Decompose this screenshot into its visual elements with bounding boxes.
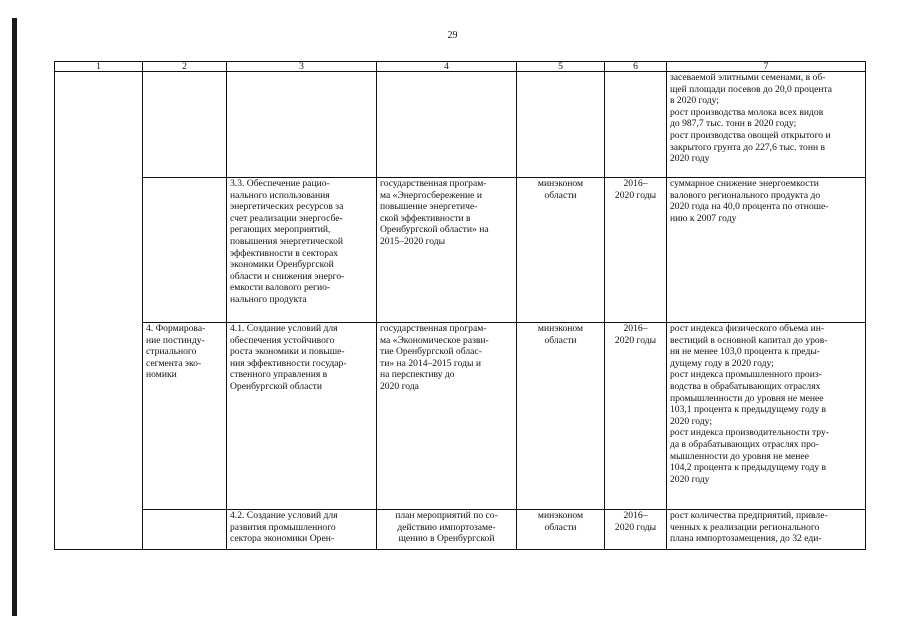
task-cell: 4.2. Создание условий для развития промышленного сектора экономики Орен- — [227, 510, 377, 550]
program-cell: государственная програм- ма «Экономическое разви- тие Оренбургской облас- ти» на 2014–2015 годы и на перспективу до 2020 года — [377, 323, 517, 510]
program-cell — [377, 72, 517, 178]
table-row — [55, 510, 866, 550]
table-row — [55, 323, 866, 510]
page-number: 29 — [447, 30, 458, 41]
executor-cell: минэконом области — [517, 178, 605, 323]
column-header: 7 — [667, 62, 866, 72]
header-row — [55, 62, 866, 72]
executor-cell — [517, 72, 605, 178]
results-cell: суммарное снижение энергоемкости валового регионального продукта до 2020 года на 40,0 процента по отноше- нию к 2007 году — [667, 178, 866, 323]
results-cell: рост индекса физического объема ин- вестиций в основной капитал до уров- ня не менее 103,0 процента к преды- дущему году в 2020 году; рост индекса промышленного произ- водства в обрабатывающих отраслях промышленности до уровня не менее 103,1 процента к предыдущему году в 2020 году; рост индекса производительности тру- да в обрабатывающих отраслях про- мышленности до уровня не менее 104,2 процента к предыдущему году в 2020 году — [667, 323, 866, 510]
program-cell: план мероприятий по со- действию импортозаме- щению в Оренбургской — [377, 510, 517, 550]
column-header: 2 — [143, 62, 227, 72]
column-header: 5 — [517, 62, 605, 72]
table-row — [55, 72, 866, 178]
plan-table — [54, 61, 866, 550]
task-cell: 3.3. Обеспечение рацио- нального использования энергетических ресурсов за счет реализации энергосбе- регающих мероприятий, повышения энергетической эффективности в секторах экономики Оренбургской области и снижения энерго- емкости валового регио- нального продукта — [227, 178, 377, 323]
column1-cell — [55, 72, 143, 550]
column-header: 1 — [55, 62, 143, 72]
column-header: 3 — [227, 62, 377, 72]
results-cell: рост количества предприятий, привле- ченных к реализации регионального плана импортозамещения, до 32 еди- — [667, 510, 866, 550]
goal-cell: 4. Формирова- ние постинду- стриального сегмента эко- номики — [143, 323, 227, 510]
goal-cell — [143, 178, 227, 323]
binding-edge-line — [12, 18, 17, 616]
task-cell: 4.1. Создание условий для обеспечения устойчивого роста экономики и повыше- ния эффективности государ- ственного управления в Оренбургской области — [227, 323, 377, 510]
column-header: 4 — [377, 62, 517, 72]
goal-cell — [143, 72, 227, 178]
task-cell — [227, 72, 377, 178]
period-cell: 2016– 2020 годы — [605, 178, 667, 323]
program-cell: государственная програм- ма «Энергосбережение и повышение энергетиче- ской эффективности в Оренбургской области» на 2015–2020 годы — [377, 178, 517, 323]
results-cell: засеваемой элитными семенами, в об- щей площади посевов до 20,0 процента в 2020 году; рост производства молока всех видов до 987,7 тыс. тонн в 2020 году; рост производства овощей открытого и закрытого грунта до 227,6 тыс. тонн в 2020 году — [667, 72, 866, 178]
period-cell — [605, 72, 667, 178]
executor-cell: минэконом области — [517, 323, 605, 510]
period-cell: 2016– 2020 годы — [605, 323, 667, 510]
table-row — [55, 178, 866, 323]
period-cell: 2016– 2020 годы — [605, 510, 667, 550]
column-header: 6 — [605, 62, 667, 72]
executor-cell: минэконом области — [517, 510, 605, 550]
goal-cell — [143, 510, 227, 550]
